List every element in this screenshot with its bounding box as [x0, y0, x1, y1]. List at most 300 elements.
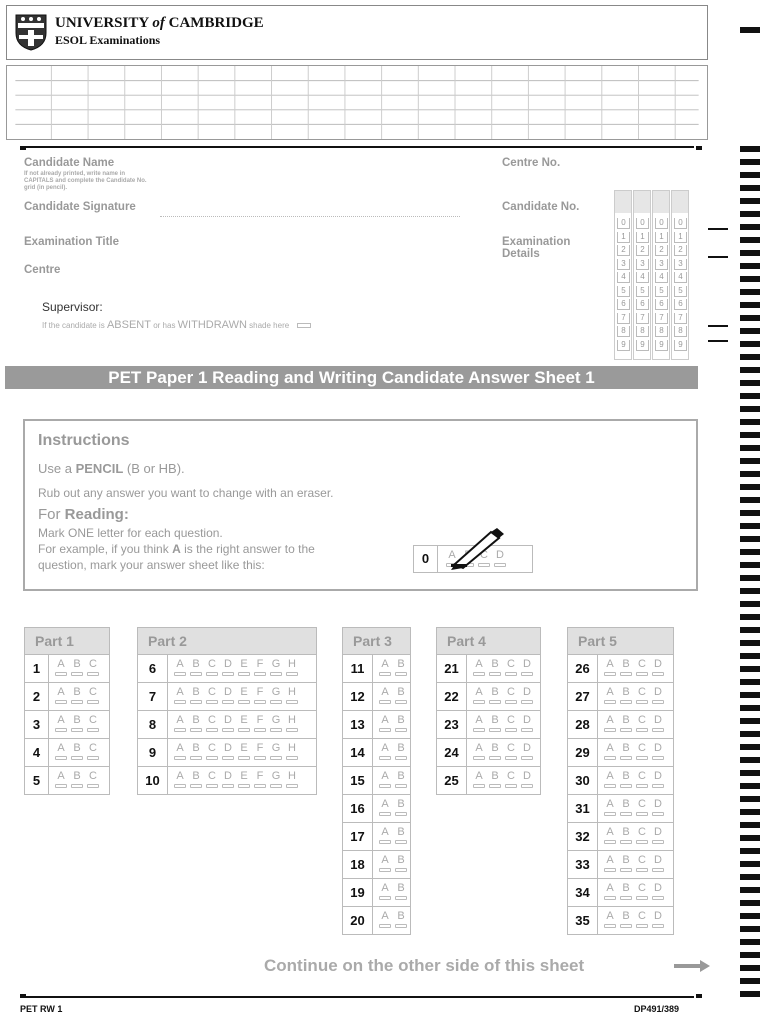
answer-bubble[interactable] — [71, 728, 83, 732]
answer-option[interactable] — [377, 739, 393, 766]
answer-option[interactable] — [634, 823, 650, 850]
answer-bubble[interactable] — [652, 812, 664, 816]
candidate-digit-bubble[interactable]: 5 — [674, 286, 687, 297]
candidate-digit-bubble[interactable]: 2 — [655, 245, 668, 256]
answer-bubble[interactable] — [395, 756, 407, 760]
answer-bubble[interactable] — [238, 700, 250, 704]
answer-bubble[interactable] — [604, 924, 616, 928]
answer-bubble[interactable] — [87, 700, 99, 704]
answer-bubble[interactable] — [636, 840, 648, 844]
candidate-digit-bubble[interactable]: 1 — [636, 232, 649, 243]
answer-option[interactable] — [172, 655, 188, 682]
answer-bubble[interactable] — [620, 784, 632, 788]
answer-option[interactable] — [650, 683, 666, 710]
answer-bubble[interactable] — [652, 700, 664, 704]
answer-option[interactable] — [69, 767, 85, 794]
answer-bubble[interactable] — [652, 756, 664, 760]
answer-option[interactable] — [602, 655, 618, 682]
answer-bubble[interactable] — [604, 700, 616, 704]
answer-option[interactable] — [284, 739, 300, 766]
answer-bubble[interactable] — [489, 672, 501, 676]
answer-option[interactable] — [634, 739, 650, 766]
candidate-number-entry[interactable] — [672, 191, 688, 213]
answer-bubble[interactable] — [636, 728, 648, 732]
answer-bubble[interactable] — [395, 728, 407, 732]
answer-option[interactable] — [650, 739, 666, 766]
answer-bubble[interactable] — [71, 672, 83, 676]
candidate-digit-bubble[interactable]: 3 — [655, 259, 668, 270]
signature-line[interactable] — [160, 216, 460, 217]
answer-bubble[interactable] — [55, 784, 67, 788]
answer-bubble[interactable] — [222, 700, 234, 704]
answer-option[interactable] — [69, 739, 85, 766]
candidate-digit-bubble[interactable]: 6 — [636, 299, 649, 310]
answer-bubble[interactable] — [395, 700, 407, 704]
answer-bubble[interactable] — [652, 924, 664, 928]
answer-option[interactable] — [85, 767, 101, 794]
answer-bubble[interactable] — [379, 700, 391, 704]
answer-bubble[interactable] — [473, 728, 485, 732]
answer-option[interactable] — [53, 683, 69, 710]
answer-bubble[interactable] — [206, 784, 218, 788]
answer-option[interactable] — [85, 711, 101, 738]
answer-option[interactable] — [172, 711, 188, 738]
answer-bubble[interactable] — [174, 672, 186, 676]
answer-bubble[interactable] — [71, 700, 83, 704]
answer-option[interactable] — [487, 739, 503, 766]
answer-option[interactable] — [220, 683, 236, 710]
answer-bubble[interactable] — [270, 700, 282, 704]
candidate-digit-bubble[interactable]: 4 — [617, 272, 630, 283]
answer-option[interactable] — [393, 767, 409, 794]
answer-option[interactable] — [220, 767, 236, 794]
answer-bubble[interactable] — [55, 672, 67, 676]
candidate-number-entry[interactable] — [653, 191, 669, 213]
answer-bubble[interactable] — [636, 868, 648, 872]
answer-option[interactable] — [519, 683, 535, 710]
answer-option[interactable] — [53, 711, 69, 738]
answer-option[interactable] — [220, 739, 236, 766]
answer-option[interactable] — [252, 655, 268, 682]
answer-option[interactable] — [188, 711, 204, 738]
candidate-number-column[interactable] — [671, 190, 689, 360]
answer-option[interactable] — [252, 739, 268, 766]
answer-option[interactable] — [85, 739, 101, 766]
answer-option[interactable] — [503, 739, 519, 766]
answer-option[interactable] — [284, 655, 300, 682]
answer-option[interactable] — [602, 851, 618, 878]
answer-option[interactable] — [650, 795, 666, 822]
answer-bubble[interactable] — [505, 700, 517, 704]
answer-bubble[interactable] — [55, 728, 67, 732]
answer-option[interactable] — [618, 795, 634, 822]
candidate-digit-bubble[interactable]: 8 — [674, 326, 687, 337]
answer-bubble[interactable] — [395, 784, 407, 788]
answer-bubble[interactable] — [395, 924, 407, 928]
answer-option[interactable] — [220, 711, 236, 738]
answer-option[interactable] — [236, 739, 252, 766]
answer-bubble[interactable] — [379, 812, 391, 816]
answer-option[interactable] — [650, 711, 666, 738]
answer-option[interactable] — [634, 767, 650, 794]
answer-bubble[interactable] — [174, 700, 186, 704]
answer-option[interactable] — [487, 683, 503, 710]
answer-option[interactable] — [393, 879, 409, 906]
answer-bubble[interactable] — [238, 728, 250, 732]
answer-bubble[interactable] — [604, 840, 616, 844]
candidate-digit-bubble[interactable]: 0 — [655, 218, 668, 229]
candidate-digit-bubble[interactable]: 1 — [655, 232, 668, 243]
answer-option[interactable] — [252, 711, 268, 738]
answer-bubble[interactable] — [473, 700, 485, 704]
answer-bubble[interactable] — [286, 756, 298, 760]
answer-option[interactable] — [602, 823, 618, 850]
answer-bubble[interactable] — [379, 672, 391, 676]
candidate-digit-bubble[interactable]: 9 — [655, 340, 668, 351]
answer-bubble[interactable] — [190, 784, 202, 788]
answer-option[interactable] — [519, 655, 535, 682]
candidate-number-grid[interactable] — [614, 190, 689, 360]
answer-bubble[interactable] — [174, 756, 186, 760]
answer-bubble[interactable] — [652, 896, 664, 900]
answer-bubble[interactable] — [652, 784, 664, 788]
candidate-number-entry[interactable] — [615, 191, 631, 213]
answer-option[interactable] — [602, 907, 618, 934]
answer-bubble[interactable] — [190, 728, 202, 732]
answer-option[interactable] — [393, 655, 409, 682]
answer-bubble[interactable] — [379, 868, 391, 872]
answer-bubble[interactable] — [87, 672, 99, 676]
answer-bubble[interactable] — [238, 756, 250, 760]
answer-bubble[interactable] — [222, 784, 234, 788]
answer-option[interactable] — [650, 907, 666, 934]
answer-option[interactable] — [503, 683, 519, 710]
answer-option[interactable] — [634, 655, 650, 682]
answer-option[interactable] — [220, 655, 236, 682]
answer-option[interactable] — [503, 655, 519, 682]
candidate-digit-bubble[interactable]: 2 — [617, 245, 630, 256]
answer-bubble[interactable] — [620, 896, 632, 900]
candidate-digit-bubble[interactable]: 7 — [636, 313, 649, 324]
answer-option[interactable] — [268, 767, 284, 794]
answer-bubble[interactable] — [395, 896, 407, 900]
answer-option[interactable] — [503, 711, 519, 738]
answer-option[interactable] — [85, 683, 101, 710]
candidate-digit-bubble[interactable]: 6 — [617, 299, 630, 310]
answer-option[interactable] — [188, 739, 204, 766]
answer-bubble[interactable] — [270, 784, 282, 788]
candidate-digit-bubble[interactable]: 3 — [617, 259, 630, 270]
answer-option[interactable] — [519, 767, 535, 794]
answer-bubble[interactable] — [604, 672, 616, 676]
answer-option[interactable] — [85, 655, 101, 682]
answer-bubble[interactable] — [505, 672, 517, 676]
answer-option[interactable] — [602, 683, 618, 710]
candidate-number-column[interactable] — [652, 190, 670, 360]
answer-bubble[interactable] — [71, 784, 83, 788]
answer-option[interactable] — [188, 683, 204, 710]
answer-bubble[interactable] — [652, 728, 664, 732]
answer-option[interactable] — [618, 823, 634, 850]
answer-option[interactable] — [204, 655, 220, 682]
answer-option[interactable] — [602, 795, 618, 822]
answer-bubble[interactable] — [254, 700, 266, 704]
answer-option[interactable] — [69, 683, 85, 710]
answer-option[interactable] — [377, 879, 393, 906]
answer-bubble[interactable] — [652, 840, 664, 844]
answer-bubble[interactable] — [620, 728, 632, 732]
absent-bubble[interactable] — [297, 323, 311, 328]
answer-option[interactable] — [650, 767, 666, 794]
answer-bubble[interactable] — [270, 672, 282, 676]
answer-option[interactable] — [393, 795, 409, 822]
answer-bubble[interactable] — [521, 784, 533, 788]
answer-option[interactable] — [188, 655, 204, 682]
answer-bubble[interactable] — [379, 784, 391, 788]
answer-bubble[interactable] — [87, 756, 99, 760]
answer-bubble[interactable] — [286, 700, 298, 704]
answer-bubble[interactable] — [521, 700, 533, 704]
candidate-digit-bubble[interactable]: 4 — [674, 272, 687, 283]
answer-bubble[interactable] — [270, 728, 282, 732]
answer-bubble[interactable] — [395, 868, 407, 872]
answer-option[interactable] — [377, 767, 393, 794]
answer-bubble[interactable] — [190, 756, 202, 760]
candidate-digit-bubble[interactable]: 5 — [617, 286, 630, 297]
answer-bubble[interactable] — [473, 784, 485, 788]
candidate-digit-bubble[interactable]: 3 — [636, 259, 649, 270]
candidate-digit-bubble[interactable]: 8 — [617, 326, 630, 337]
answer-bubble[interactable] — [521, 672, 533, 676]
answer-option[interactable] — [471, 655, 487, 682]
answer-bubble[interactable] — [206, 672, 218, 676]
answer-bubble[interactable] — [652, 672, 664, 676]
answer-option[interactable] — [393, 851, 409, 878]
answer-bubble[interactable] — [379, 840, 391, 844]
candidate-digit-bubble[interactable]: 5 — [655, 286, 668, 297]
answer-bubble[interactable] — [521, 756, 533, 760]
answer-option[interactable] — [634, 711, 650, 738]
answer-option[interactable] — [204, 683, 220, 710]
candidate-digit-bubble[interactable]: 7 — [674, 313, 687, 324]
answer-bubble[interactable] — [55, 756, 67, 760]
answer-bubble[interactable] — [636, 700, 648, 704]
answer-option[interactable] — [602, 767, 618, 794]
answer-bubble[interactable] — [379, 756, 391, 760]
answer-option[interactable] — [393, 739, 409, 766]
answer-bubble[interactable] — [636, 896, 648, 900]
answer-option[interactable] — [618, 767, 634, 794]
answer-bubble[interactable] — [604, 868, 616, 872]
answer-bubble[interactable] — [174, 784, 186, 788]
answer-bubble[interactable] — [473, 672, 485, 676]
answer-option[interactable] — [602, 711, 618, 738]
answer-option[interactable] — [634, 683, 650, 710]
answer-option[interactable] — [284, 767, 300, 794]
answer-option[interactable] — [471, 767, 487, 794]
candidate-digit-bubble[interactable]: 0 — [674, 218, 687, 229]
answer-bubble[interactable] — [636, 812, 648, 816]
answer-option[interactable] — [377, 683, 393, 710]
answer-bubble[interactable] — [222, 672, 234, 676]
answer-option[interactable] — [69, 711, 85, 738]
answer-bubble[interactable] — [505, 756, 517, 760]
answer-bubble[interactable] — [652, 868, 664, 872]
candidate-digit-bubble[interactable]: 9 — [636, 340, 649, 351]
answer-bubble[interactable] — [254, 672, 266, 676]
answer-bubble[interactable] — [87, 784, 99, 788]
answer-option[interactable] — [236, 683, 252, 710]
answer-option[interactable] — [650, 879, 666, 906]
answer-option[interactable] — [634, 907, 650, 934]
answer-option[interactable] — [53, 767, 69, 794]
answer-bubble[interactable] — [636, 756, 648, 760]
candidate-digit-bubble[interactable]: 9 — [617, 340, 630, 351]
answer-bubble[interactable] — [222, 728, 234, 732]
candidate-digit-bubble[interactable]: 7 — [655, 313, 668, 324]
answer-option[interactable] — [53, 655, 69, 682]
answer-bubble[interactable] — [270, 756, 282, 760]
answer-bubble[interactable] — [636, 672, 648, 676]
answer-option[interactable] — [618, 851, 634, 878]
answer-bubble[interactable] — [489, 784, 501, 788]
answer-bubble[interactable] — [489, 728, 501, 732]
answer-option[interactable] — [618, 907, 634, 934]
answer-bubble[interactable] — [254, 728, 266, 732]
answer-bubble[interactable] — [190, 700, 202, 704]
candidate-digit-bubble[interactable]: 4 — [655, 272, 668, 283]
answer-bubble[interactable] — [604, 784, 616, 788]
answer-bubble[interactable] — [222, 756, 234, 760]
answer-bubble[interactable] — [620, 700, 632, 704]
answer-bubble[interactable] — [620, 924, 632, 928]
candidate-digit-bubble[interactable]: 4 — [636, 272, 649, 283]
answer-bubble[interactable] — [379, 896, 391, 900]
answer-bubble[interactable] — [521, 728, 533, 732]
answer-bubble[interactable] — [604, 756, 616, 760]
answer-bubble[interactable] — [620, 840, 632, 844]
answer-option[interactable] — [393, 683, 409, 710]
answer-option[interactable] — [634, 795, 650, 822]
answer-option[interactable] — [634, 879, 650, 906]
answer-option[interactable] — [172, 683, 188, 710]
answer-bubble[interactable] — [636, 924, 648, 928]
answer-bubble[interactable] — [489, 700, 501, 704]
answer-bubble[interactable] — [286, 672, 298, 676]
answer-option[interactable] — [284, 711, 300, 738]
answer-option[interactable] — [172, 739, 188, 766]
candidate-digit-bubble[interactable]: 6 — [655, 299, 668, 310]
answer-option[interactable] — [204, 711, 220, 738]
answer-bubble[interactable] — [489, 756, 501, 760]
answer-bubble[interactable] — [71, 756, 83, 760]
answer-option[interactable] — [471, 683, 487, 710]
answer-bubble[interactable] — [604, 728, 616, 732]
candidate-digit-bubble[interactable]: 7 — [617, 313, 630, 324]
answer-option[interactable] — [618, 683, 634, 710]
answer-option[interactable] — [377, 655, 393, 682]
answer-option[interactable] — [236, 767, 252, 794]
answer-option[interactable] — [69, 655, 85, 682]
candidate-number-entry[interactable] — [634, 191, 650, 213]
answer-bubble[interactable] — [379, 924, 391, 928]
answer-option[interactable] — [618, 711, 634, 738]
candidate-digit-bubble[interactable]: 0 — [617, 218, 630, 229]
answer-option[interactable] — [471, 739, 487, 766]
answer-bubble[interactable] — [55, 700, 67, 704]
answer-option[interactable] — [252, 767, 268, 794]
answer-option[interactable] — [377, 851, 393, 878]
answer-option[interactable] — [618, 655, 634, 682]
candidate-digit-bubble[interactable]: 6 — [674, 299, 687, 310]
answer-bubble[interactable] — [254, 784, 266, 788]
answer-option[interactable] — [503, 767, 519, 794]
answer-bubble[interactable] — [206, 756, 218, 760]
answer-option[interactable] — [268, 655, 284, 682]
answer-bubble[interactable] — [395, 812, 407, 816]
candidate-digit-bubble[interactable]: 2 — [674, 245, 687, 256]
answer-option[interactable] — [252, 683, 268, 710]
answer-option[interactable] — [172, 767, 188, 794]
answer-option[interactable] — [377, 795, 393, 822]
answer-bubble[interactable] — [395, 672, 407, 676]
answer-bubble[interactable] — [604, 812, 616, 816]
candidate-digit-bubble[interactable]: 3 — [674, 259, 687, 270]
candidate-number-column[interactable] — [614, 190, 632, 360]
answer-option[interactable] — [393, 823, 409, 850]
answer-bubble[interactable] — [505, 784, 517, 788]
answer-bubble[interactable] — [620, 868, 632, 872]
answer-option[interactable] — [618, 739, 634, 766]
answer-bubble[interactable] — [473, 756, 485, 760]
answer-bubble[interactable] — [206, 728, 218, 732]
answer-option[interactable] — [471, 711, 487, 738]
answer-bubble[interactable] — [286, 784, 298, 788]
answer-bubble[interactable] — [87, 728, 99, 732]
answer-bubble[interactable] — [190, 672, 202, 676]
answer-option[interactable] — [188, 767, 204, 794]
answer-option[interactable] — [650, 823, 666, 850]
answer-option[interactable] — [204, 739, 220, 766]
answer-option[interactable] — [268, 711, 284, 738]
answer-bubble[interactable] — [620, 756, 632, 760]
answer-bubble[interactable] — [254, 756, 266, 760]
answer-option[interactable] — [284, 683, 300, 710]
candidate-digit-bubble[interactable]: 1 — [617, 232, 630, 243]
candidate-digit-bubble[interactable]: 1 — [674, 232, 687, 243]
answer-bubble[interactable] — [395, 840, 407, 844]
answer-option[interactable] — [618, 879, 634, 906]
answer-bubble[interactable] — [379, 728, 391, 732]
answer-bubble[interactable] — [286, 728, 298, 732]
answer-option[interactable] — [377, 907, 393, 934]
answer-bubble[interactable] — [620, 672, 632, 676]
answer-option[interactable] — [236, 711, 252, 738]
answer-option[interactable] — [487, 767, 503, 794]
candidate-digit-bubble[interactable]: 2 — [636, 245, 649, 256]
answer-option[interactable] — [268, 683, 284, 710]
answer-bubble[interactable] — [238, 672, 250, 676]
candidate-digit-bubble[interactable]: 0 — [636, 218, 649, 229]
answer-bubble[interactable] — [604, 896, 616, 900]
candidate-number-column[interactable] — [633, 190, 651, 360]
answer-option[interactable] — [487, 655, 503, 682]
answer-bubble[interactable] — [636, 784, 648, 788]
answer-option[interactable] — [650, 851, 666, 878]
answer-option[interactable] — [487, 711, 503, 738]
answer-bubble[interactable] — [174, 728, 186, 732]
answer-option[interactable] — [634, 851, 650, 878]
